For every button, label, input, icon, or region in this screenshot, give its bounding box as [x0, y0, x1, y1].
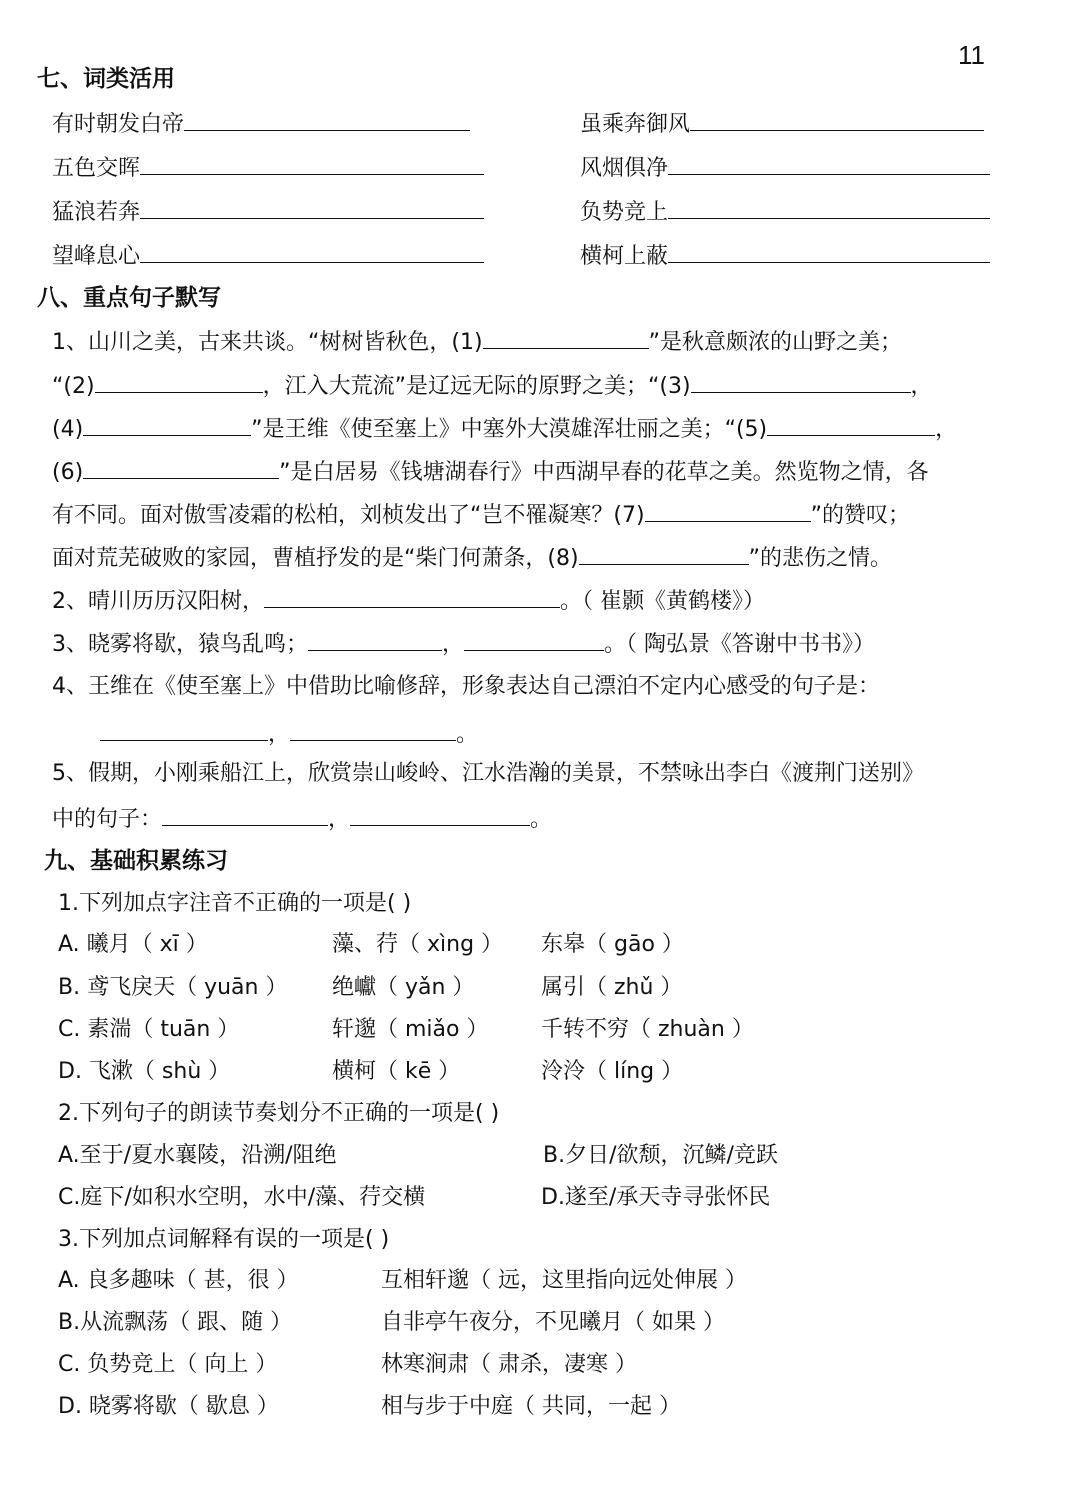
answer-blank[interactable]: [83, 456, 279, 479]
section7-item: [580, 108, 984, 140]
item-text: 五色交晖: [52, 156, 141, 181]
question-text: 。（ 崔颢《黄鹤楼》）: [560, 589, 765, 614]
answer-blank[interactable]: [464, 628, 604, 651]
question-stem: 1.下列加点字注音不正确的一项是( ): [58, 891, 412, 916]
section7-item: [580, 152, 990, 184]
answer-blank[interactable]: [100, 718, 268, 741]
question-text: 有不同。面对傲雪凌霜的松柏，刘桢发出了“岂不罹凝寒？(7): [52, 503, 645, 528]
answer-blank[interactable]: [140, 240, 484, 263]
option-text: 轩邈（ miǎo ）: [332, 1017, 489, 1042]
answer-blank[interactable]: [579, 542, 749, 565]
option-text: A.至于/夏水襄陵，沿溯/阻绝: [58, 1143, 337, 1168]
question-text: ”是白居易《钱塘湖春行》中西湖早春的花草之美。然览物之情，各: [279, 460, 929, 485]
question-line: [52, 803, 552, 835]
item-text: 猛浪若奔: [52, 200, 141, 225]
option-text: A. 曦月（ xī ）: [58, 932, 208, 957]
answer-blank[interactable]: [184, 108, 470, 131]
question-text: 5、假期，小刚乘船江上，欣赏崇山峻岭、江水浩瀚的美景，不禁咏出李白《渡荆门送别》: [52, 761, 925, 786]
answer-blank[interactable]: [308, 628, 442, 651]
question-text: ”的悲伤之情。: [748, 546, 892, 571]
option-text: 泠泠（ líng ）: [541, 1059, 684, 1084]
option-text: D. 晓雾将歇（ 歇息 ）: [58, 1394, 279, 1419]
option-text: C. 素湍（ tuān ）: [58, 1017, 240, 1042]
option-text: 相与步于中庭（ 共同，一起 ）: [381, 1394, 681, 1419]
answer-blank[interactable]: [264, 585, 560, 608]
option-text: A. 良多趣味（ 甚，很 ）: [58, 1268, 299, 1293]
question-text: 4、王维在《使至塞上》中借助比喻修辞，形象表达自己漂泊不定内心感受的句子是：: [52, 674, 880, 699]
option-text: 自非亭午夜分，不见曦月（ 如果 ）: [381, 1310, 725, 1335]
option-text: 藻、荇（ xìng ）: [332, 932, 504, 957]
question-line: [52, 542, 892, 574]
question-text: ”是秋意颇浓的山野之美；: [648, 330, 902, 355]
option-text: 绝巘（ yǎn ）: [332, 975, 475, 1000]
answer-blank[interactable]: [290, 718, 456, 741]
question-line: [52, 456, 929, 488]
answer-blank[interactable]: [95, 370, 263, 393]
answer-blank[interactable]: [668, 196, 990, 219]
page-number: 11: [958, 40, 985, 70]
question-text: 。（ 陶弘景《答谢中书书》）: [604, 632, 876, 657]
question-text: (4): [52, 417, 84, 442]
item-text: 有时朝发白帝: [52, 112, 185, 137]
item-text: 负势竞上: [580, 200, 669, 225]
question-stem: 2.下列句子的朗读节奏划分不正确的一项是( ): [58, 1101, 500, 1126]
question-text: ，: [935, 417, 958, 442]
option-text: C.庭下/如积水空明，水中/藻、荇交横: [58, 1185, 426, 1210]
question-line: [52, 628, 875, 660]
section7-item: [52, 196, 484, 228]
question-text: ，: [442, 632, 465, 657]
question-text: ，: [268, 722, 291, 747]
section7-item: [52, 108, 470, 140]
option-text: D.遂至/承天寺寻张怀民: [541, 1185, 771, 1210]
question-text: 。: [530, 807, 553, 832]
option-text: B.夕日/欲颓，沉鳞/竞跃: [543, 1143, 778, 1168]
answer-blank[interactable]: [668, 240, 990, 263]
answer-blank[interactable]: [690, 108, 984, 131]
option-text: D. 飞漱（ shù ）: [58, 1059, 231, 1084]
question-line: [52, 672, 880, 702]
question-line: [52, 499, 910, 531]
option-text: 互相轩邈（ 远，这里指向远处伸展 ）: [381, 1268, 747, 1293]
option-text: 千转不穷（ zhuàn ）: [541, 1017, 754, 1042]
question-line: [100, 718, 478, 750]
section8-title: 八、重点句子默写: [37, 285, 221, 311]
answer-blank[interactable]: [162, 803, 328, 826]
option-text: 横柯（ kē ）: [332, 1059, 461, 1084]
section7-title: 七、词类活用: [37, 66, 175, 92]
question-text: “(2): [52, 374, 95, 399]
answer-blank[interactable]: [691, 370, 911, 393]
question-text: ，江入大荒流”是辽远无际的原野之美；“(3): [262, 374, 691, 399]
question-line: [52, 585, 765, 617]
answer-blank[interactable]: [483, 326, 649, 349]
question-stem: 3.下列加点词解释有误的一项是( ): [58, 1227, 390, 1252]
answer-blank[interactable]: [767, 413, 935, 436]
answer-blank[interactable]: [140, 152, 484, 175]
question-text: ”是王维《使至塞上》中塞外大漠雄浑壮丽之美；“(5): [251, 417, 768, 442]
question-line: [52, 326, 902, 358]
question-text: ”的赞叹；: [810, 503, 910, 528]
item-text: 横柯上蔽: [580, 244, 669, 269]
section7-item: [52, 240, 484, 272]
question-text: 2、晴川历历汉阳树，: [52, 589, 264, 614]
answer-blank[interactable]: [350, 803, 530, 826]
option-text: 林寒涧肃（ 肃杀，凄寒 ）: [381, 1352, 637, 1377]
section7-item: [580, 196, 990, 228]
question-text: 。: [456, 722, 479, 747]
option-text: C. 负势竞上（ 向上 ）: [58, 1352, 278, 1377]
answer-blank[interactable]: [140, 196, 484, 219]
section9-title: 九、基础积累练习: [44, 848, 228, 874]
item-text: 望峰息心: [52, 244, 141, 269]
question-text: (6): [52, 460, 84, 485]
item-text: 风烟俱净: [580, 156, 669, 181]
answer-blank[interactable]: [83, 413, 251, 436]
option-text: 属引（ zhǔ ）: [541, 975, 683, 1000]
question-text: 1、山川之美，古来共谈。“树树皆秋色，(1): [52, 330, 483, 355]
option-text: B. 鸢飞戾天（ yuān ）: [58, 975, 288, 1000]
question-text: 面对荒芜破败的家园，曹植抒发的是“柴门何萧条，(8): [52, 546, 579, 571]
question-line: [52, 370, 933, 402]
section7-item: [580, 240, 990, 272]
question-text: 3、晓雾将歇，猿鸟乱鸣；: [52, 632, 308, 657]
question-text: ，: [910, 374, 933, 399]
question-text: ，: [328, 807, 351, 832]
question-line: [52, 413, 957, 445]
item-text: 虽乘奔御风: [580, 112, 691, 137]
question-text: 中的句子：: [52, 807, 163, 832]
answer-blank[interactable]: [668, 152, 990, 175]
option-text: 东皋（ gāo ）: [541, 932, 684, 957]
section7-item: [52, 152, 484, 184]
option-text: B.从流飘荡（ 跟、随 ）: [58, 1310, 293, 1335]
answer-blank[interactable]: [645, 499, 811, 522]
question-line: [52, 759, 924, 789]
